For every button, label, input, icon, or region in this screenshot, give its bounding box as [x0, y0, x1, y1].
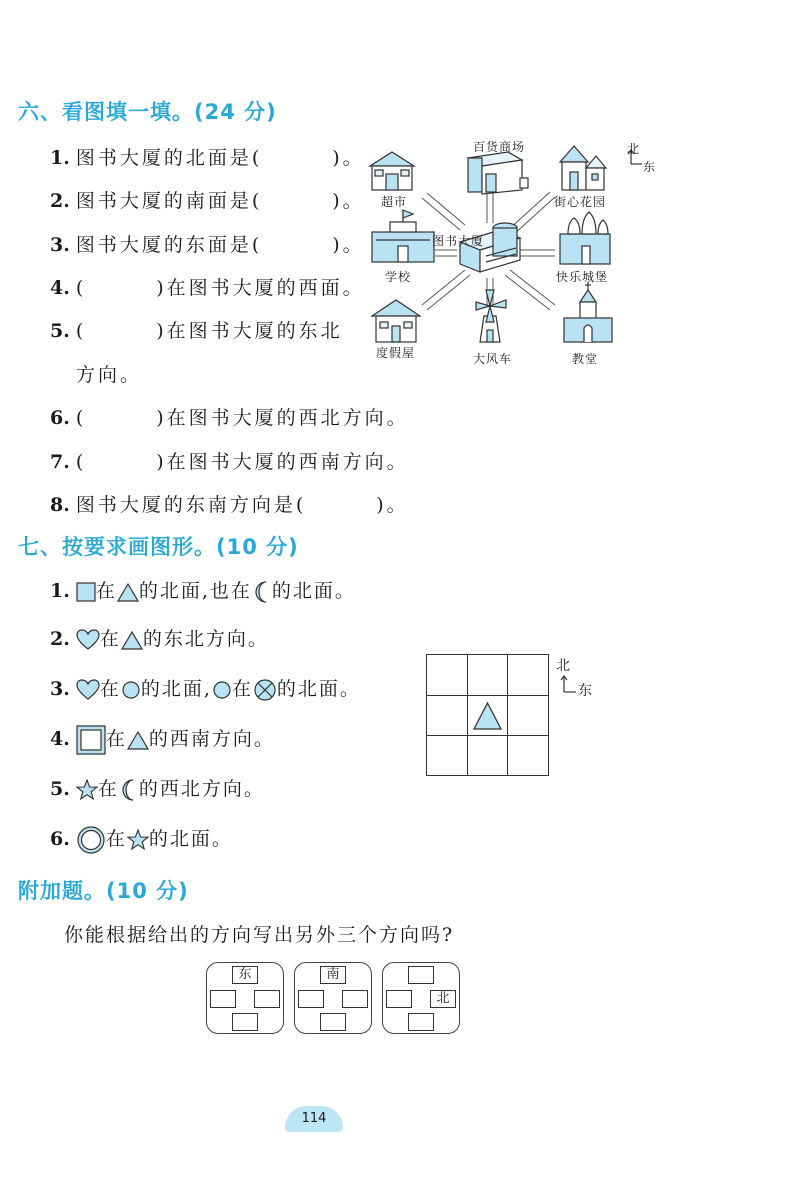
school-icon — [372, 210, 434, 262]
double-circle-icon — [76, 825, 106, 855]
answer-box[interactable] — [210, 990, 236, 1008]
castle-icon — [560, 212, 610, 264]
crescent-moon-icon — [119, 778, 139, 802]
question-6-3: 3. 图书大厦的东面是( )。 — [50, 234, 365, 256]
triangle-icon — [468, 696, 507, 735]
map-compass-east: 东 — [643, 160, 657, 174]
answer-box[interactable] — [232, 1013, 258, 1031]
given-direction: 东 — [232, 966, 258, 984]
circle-icon — [212, 680, 232, 700]
question-6-7: 7. ( )在图书大厦的西南方向。 — [50, 451, 409, 473]
page-number: 114 — [285, 1106, 343, 1132]
draw-item-3: 3. 在 的北面, 在 的北面。 — [50, 678, 361, 700]
question-6-1: 1. 图书大厦的北面是( )。 — [50, 147, 365, 169]
map-compass-north: 北 — [627, 142, 641, 156]
draw-item-2: 2. 在 的东北方向。 — [50, 628, 269, 650]
question-6-5: 5. ( )在图书大厦的东北 — [50, 320, 343, 342]
triangle-icon — [117, 582, 139, 602]
draw-item-5: 5. 在 的西北方向。 — [50, 778, 265, 800]
city-map — [360, 130, 670, 375]
grid-cell[interactable] — [426, 695, 468, 736]
bonus-title: 附加题。(10 分) — [18, 879, 189, 903]
grid-cell-center[interactable] — [467, 695, 508, 736]
star-icon — [76, 779, 98, 801]
map-label-northwest: 超市 — [381, 195, 408, 209]
grid-cell[interactable] — [507, 735, 549, 776]
given-direction: 北 — [430, 990, 456, 1008]
grid-compass-east: 东 — [578, 683, 593, 699]
heart-icon — [76, 629, 100, 651]
heart-icon — [76, 679, 100, 701]
answer-box[interactable] — [408, 966, 434, 984]
map-label-east: 快乐城堡 — [556, 270, 609, 284]
answer-box[interactable] — [254, 990, 280, 1008]
direction-card-3 — [382, 962, 460, 1034]
holiday-house-icon — [372, 300, 420, 342]
department-store-icon — [468, 152, 528, 194]
star-icon — [127, 829, 149, 851]
grid-cell[interactable] — [426, 654, 468, 696]
grid-cell[interactable] — [507, 695, 549, 736]
question-6-5-continued: 方向。 — [76, 364, 143, 386]
draw-item-4: 4. 在 的西南方向。 — [50, 724, 275, 755]
grid-cell[interactable] — [426, 735, 468, 776]
supermarket-icon — [370, 152, 414, 190]
map-label-southwest: 度假屋 — [376, 346, 416, 360]
drawing-grid[interactable] — [426, 654, 549, 776]
square-icon — [76, 582, 96, 602]
answer-box[interactable] — [408, 1013, 434, 1031]
map-label-west: 学校 — [385, 270, 412, 284]
answer-box[interactable] — [320, 1013, 346, 1031]
answer-box[interactable] — [386, 990, 412, 1008]
double-square-icon — [76, 725, 106, 755]
answer-box[interactable] — [342, 990, 368, 1008]
crossed-circle-icon — [253, 678, 277, 702]
answer-box[interactable] — [298, 990, 324, 1008]
grid-cell[interactable] — [507, 654, 549, 696]
direction-card-2 — [294, 962, 372, 1034]
windmill-icon — [476, 290, 506, 342]
grid-cell[interactable] — [467, 654, 508, 696]
section6-title: 六、看图填一填。(24 分) — [18, 100, 277, 124]
question-6-2: 2. 图书大厦的南面是( )。 — [50, 190, 365, 212]
map-label-south: 大风车 — [473, 352, 513, 366]
circle-icon — [121, 680, 141, 700]
grid-cell[interactable] — [467, 735, 508, 776]
crescent-moon-icon — [252, 580, 272, 604]
map-label-northeast: 街心花园 — [554, 195, 607, 209]
question-6-8: 8. 图书大厦的东南方向是( )。 — [50, 494, 409, 516]
map-label-center: 图书大厦 — [432, 234, 485, 248]
triangle-icon — [121, 630, 143, 650]
draw-item-6: 6. 在 的北面。 — [50, 824, 233, 855]
triangle-icon — [127, 730, 149, 750]
bonus-question: 你能根据给出的方向写出另外三个方向吗? — [64, 924, 455, 946]
map-label-southeast: 教堂 — [572, 352, 599, 366]
grid-compass-north: 北 — [556, 658, 571, 674]
section7-title: 七、按要求画图形。(10 分) — [18, 535, 299, 559]
direction-card-1 — [206, 962, 284, 1034]
map-label-north: 百货商场 — [473, 140, 526, 154]
garden-house-icon — [560, 146, 606, 190]
given-direction: 南 — [320, 966, 346, 984]
draw-item-1: 1. 在 的北面,也在 的北面。 — [50, 580, 356, 602]
church-icon — [564, 282, 612, 342]
question-6-6: 6. ( )在图书大厦的西北方向。 — [50, 407, 409, 429]
question-6-4: 4. ( )在图书大厦的西面。 — [50, 277, 365, 299]
